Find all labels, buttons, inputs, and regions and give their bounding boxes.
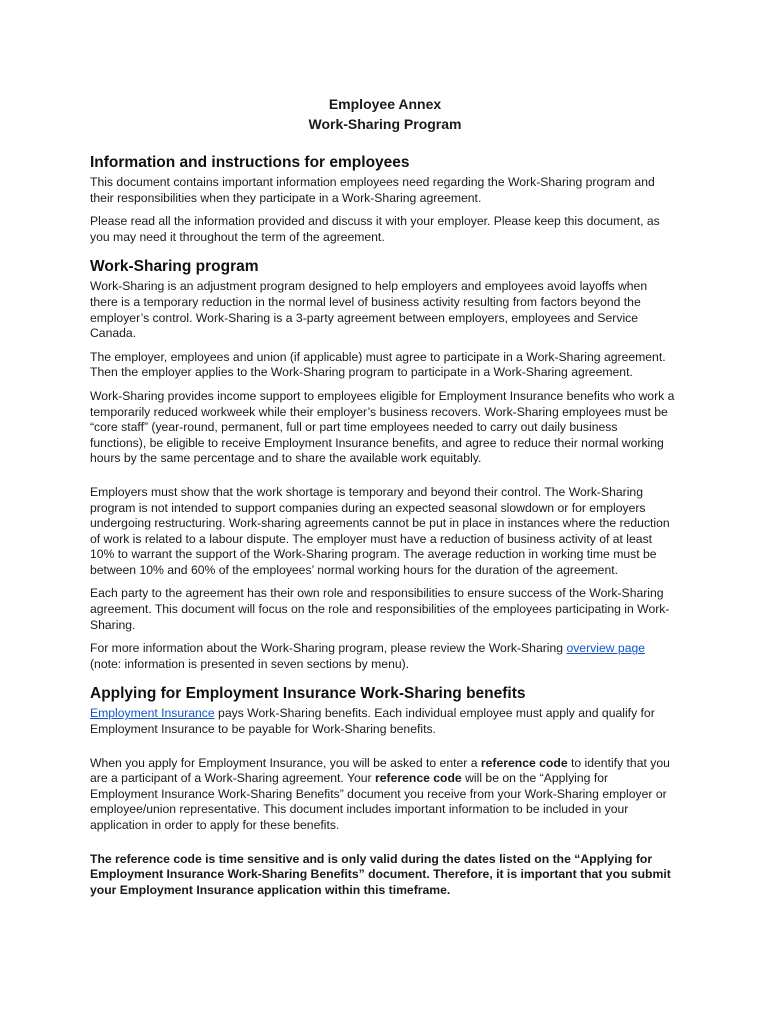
section-program-heading: Work-Sharing program (90, 258, 259, 276)
section-program-paragraph-1: Work-Sharing is an adjustment program designed to help employers and employees avoid layoffs when there is a temporary reduction in the normal level of business activity resulting from factors beyond the employer’s control. Work-Sharing is a 3-party agreement between employers, employees and Service Canada. (90, 279, 648, 341)
section-program-paragraph-5: Each party to the agreement has their own role and responsibilities to ensure success of the Work-Sharing agreement. This document will focus on the role and responsibilities of the employees participating in Work-Sharing. (90, 586, 670, 632)
paragraph-ei-text-after: pays Work-Sharing benefits. Each individual employee must apply and qualify for Employment Insurance to be payable for Work-Sharing benefits. (90, 706, 655, 737)
section-program-paragraph-6 (90, 641, 675, 672)
section-info-paragraph-1: This document contains important information employees need regarding the Work-Sharing program and their responsibilities when they participate in a Work-Sharing agreement. (90, 175, 655, 205)
section-info-paragraph-2: Please read all the information provided and discuss it with your employer. Please keep this document, as you may need it throughout the term of the agreement. (90, 214, 660, 244)
section-program (90, 257, 675, 672)
section-applying-paragraph-1 (90, 706, 675, 737)
title-line-1: Employee Annex (328, 96, 442, 112)
section-info (90, 153, 675, 245)
section-applying-heading: Applying for Employment Insurance Work-Sharing benefits (90, 685, 526, 703)
paragraph-ref-text-a: When you apply for Employment Insurance, you will be asked to enter a (90, 755, 481, 770)
section-program-paragraph-2: The employer, employees and union (if applicable) must agree to participate in a Work-Sharing agreement. Then the employer applies to the Work-Sharing program to participate in a Work-Sharing agreement. (90, 349, 666, 380)
section-applying-paragraph-3: The reference code is time sensitive and is only valid during the dates listed on the “Applying for Employment Insurance Work-Sharing Benefits” document. Therefore, it is important that you submit your Employment Insurance application within this timeframe. (90, 851, 671, 897)
section-applying (90, 684, 675, 898)
paragraph-ref-text-c: to identify that you are a participant of a Work-Sharing agreement. Your (90, 755, 670, 786)
paragraph-6-text-after: (note: information is presented in seven sections by menu). (90, 656, 410, 671)
document-body (90, 153, 675, 906)
employment-insurance-link[interactable]: Employment Insurance (90, 706, 215, 721)
overview-page-link[interactable]: overview page (566, 641, 646, 656)
reference-code-term-1: reference code (480, 755, 568, 770)
paragraph-6-text-before: For more information about the Work-Sharing program, please review the Work-Sharing (90, 641, 567, 656)
section-applying-paragraph-2 (90, 756, 675, 834)
section-program-paragraph-3: Work-Sharing provides income support to employees eligible for Employment Insurance benefits who work a temporarily reduced workweek while their employer’s business recovers. Work-Sharing employees must be “core staff” (year-round, permanent, full or part time employees needed to carry out daily business functions), be eligible to receive Employment Insurance benefits, and agree to reduce their normal working hours by the same percentage and to share the available work equitably. (90, 388, 675, 466)
paragraph-ref-text-e: will be on the “Applying for Employment Insurance Work-Sharing Benefits” document you receive from your Work-Sharing employer or employee/union representative. This document includes important information to be included in your application in order to apply for these benefits. (90, 771, 667, 832)
title-line-2: Work-Sharing Program (308, 116, 462, 132)
document-title-block (0, 94, 770, 134)
section-info-heading: Information and instructions for employees (90, 154, 410, 171)
section-program-paragraph-4: Employers must show that the work shortage is temporary and beyond their control. The Work-Sharing program is not intended to support companies during an expected seasonal slowdown or for employers undergoing restructuring. Work-sharing agreements cannot be put in place in instances where the reduction of work is related to a labour dispute. The employer must have a reduction of business activity of at least 10% to warrant the support of the Work-Sharing program. The average reduction in working time must be between 10% and 60% of the employees’ normal working hours for the duration of the agreement. (90, 484, 670, 577)
reference-code-term-2: reference code (375, 771, 462, 786)
